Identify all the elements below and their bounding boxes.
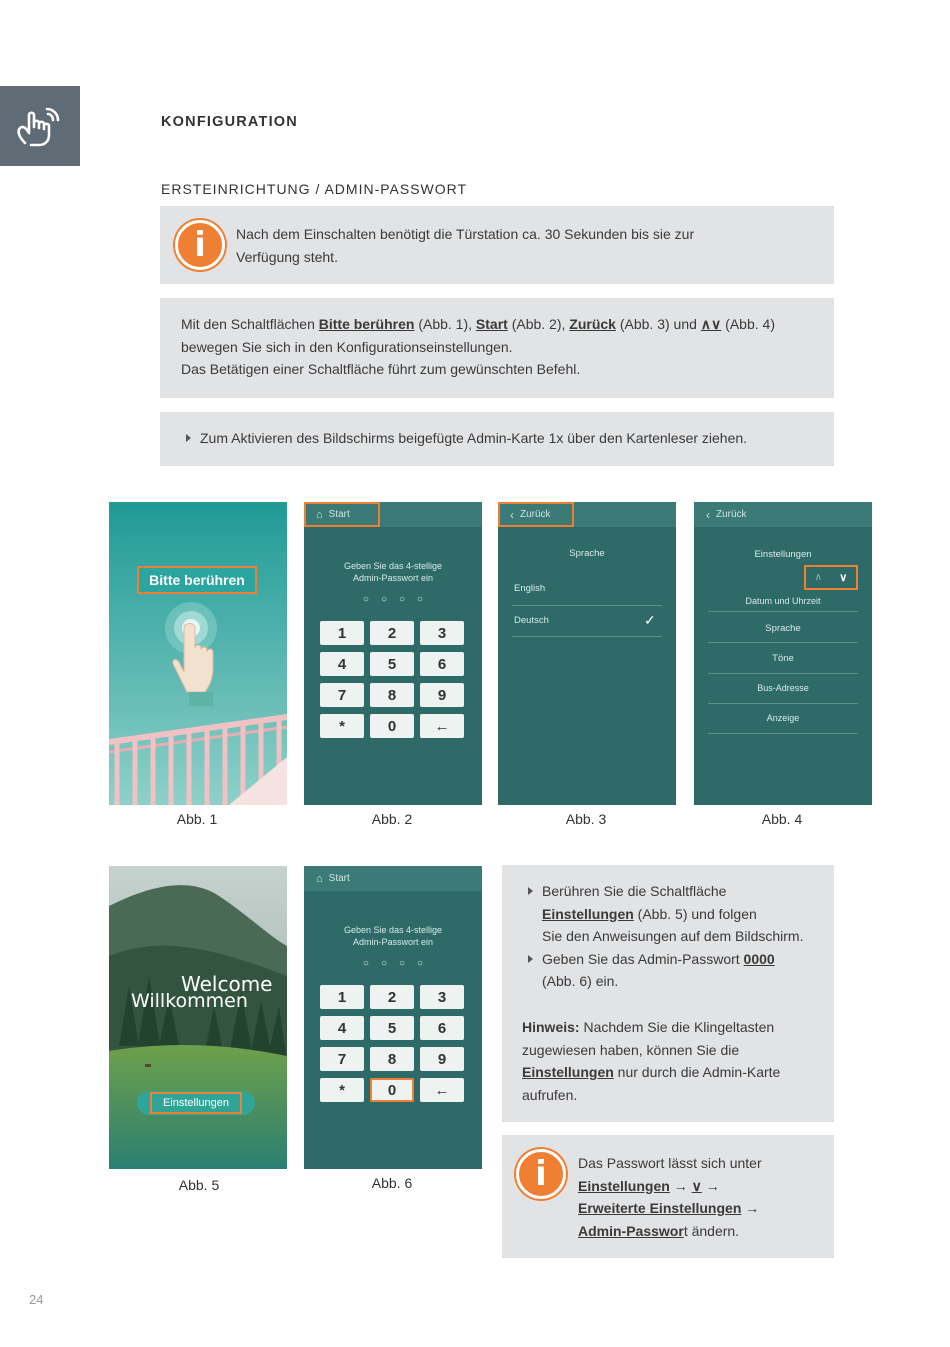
abb4-divider xyxy=(708,673,858,674)
navigation-box xyxy=(160,298,834,398)
chevron-down-icon: ∨ xyxy=(839,572,848,584)
step-box xyxy=(160,412,834,466)
subsection-heading: ERSTEINRICHTUNG / ADMIN-PASSWORT xyxy=(161,181,468,197)
figure-abb1 xyxy=(109,502,287,805)
hint-text: Hinweis: Nachdem Sie die Klingeltasten zugewiesen haben, können Sie die Einstellungen nur durch die Admin-Karte aufrufen. xyxy=(522,1019,781,1103)
abb4-divider xyxy=(708,642,858,643)
link-start: Start xyxy=(475,316,508,332)
chevron-down-icon: ∨ xyxy=(691,1177,702,1194)
up-down-button-highlight[interactable] xyxy=(804,565,858,590)
instruction-2: Geben Sie das Admin-Passwort 0000 xyxy=(528,948,803,971)
key-0[interactable]: 0 xyxy=(370,714,414,738)
abb4-item[interactable]: Sprache xyxy=(765,623,801,634)
key-5[interactable]: 5 xyxy=(370,1016,414,1040)
figure-abb6 xyxy=(304,866,482,1169)
key-backspace[interactable]: ← xyxy=(420,714,464,738)
instructions-box: Berühren Sie die Schaltfläche Einstellungen (Abb. 5) und folgen Sie den Anweisungen auf dem Bildschirm. Geben Sie das Admin-Passwort 0000 (Abb. 6) ein. Hinweis: Nachdem Sie die Klingeltasten zugewiesen haben, können Sie die Einstellungen nur durch die Admin-Karte aufrufen. xyxy=(502,865,834,1122)
figure-abb4 xyxy=(694,502,872,805)
check-icon: ✓ xyxy=(644,612,656,628)
info-text-line2: Verfügung steht. xyxy=(236,248,338,265)
key-2[interactable]: 2 xyxy=(370,621,414,645)
abb3-topbar: ‹ Zurück xyxy=(498,502,676,527)
willkommen-text: Willkommen xyxy=(131,990,248,1012)
bullet-arrow-icon xyxy=(528,887,533,895)
abb4-item[interactable]: Anzeige xyxy=(766,713,800,723)
info-icon: i xyxy=(175,220,225,270)
caption-abb6: Abb. 6 xyxy=(371,1175,413,1191)
abb6-topbar: ⌂ Start xyxy=(304,866,482,891)
key-2[interactable]: 2 xyxy=(370,985,414,1009)
key-4[interactable]: 4 xyxy=(320,652,364,676)
link-zurueck: Zurück xyxy=(569,316,616,332)
link-bitte-beruehren: Bitte berühren xyxy=(318,316,415,332)
key-0-highlighted[interactable]: 0 xyxy=(370,1078,414,1102)
abb4-item[interactable]: Datum und Uhrzeit xyxy=(745,596,821,606)
bitte-beruehren-button[interactable]: Bitte berühren xyxy=(137,566,257,594)
figure-abb5 xyxy=(109,866,287,1169)
key-4[interactable]: 4 xyxy=(320,1016,364,1040)
key-8[interactable]: 8 xyxy=(370,1047,414,1071)
key-3[interactable]: 3 xyxy=(420,621,464,645)
admin-password-code: 0000 xyxy=(743,950,775,967)
welcome-text: Welcome xyxy=(181,972,273,996)
caption-abb1: Abb. 1 xyxy=(176,811,218,827)
key-8[interactable]: 8 xyxy=(370,683,414,707)
abb1-illustration xyxy=(109,502,287,805)
zurueck-button-highlight[interactable] xyxy=(498,502,574,527)
key-3[interactable]: 3 xyxy=(420,985,464,1009)
back-chevron-icon: ‹ xyxy=(510,507,514,522)
caption-abb4: Abb. 4 xyxy=(761,811,803,827)
link-einstellungen: Einstellungen xyxy=(578,1177,670,1194)
link-einstellungen: Einstellungen xyxy=(522,1064,614,1080)
figure-abb3 xyxy=(498,502,676,805)
abb4-divider xyxy=(708,611,858,612)
page-number: 24 xyxy=(29,1292,44,1307)
key-star[interactable]: * xyxy=(320,714,364,738)
einstellungen-button-highlight[interactable]: Einstellungen xyxy=(150,1092,242,1114)
abb3-item-english[interactable]: English xyxy=(514,583,546,594)
step-text: Zum Aktivieren des Bildschirms beigefügte Admin-Karte 1x über den Kartenleser ziehen. xyxy=(200,430,748,446)
key-6[interactable]: 6 xyxy=(420,652,464,676)
key-9[interactable]: 9 xyxy=(420,683,464,707)
touch-hand-icon xyxy=(13,103,67,149)
abb4-item[interactable]: Bus-Adresse xyxy=(757,683,809,693)
chevron-up-icon: ∧ xyxy=(814,572,822,583)
info-box-startup xyxy=(160,206,834,284)
key-7[interactable]: 7 xyxy=(320,1047,364,1071)
info-icon: i xyxy=(516,1149,566,1199)
abb3-divider xyxy=(512,605,662,606)
caption-abb5: Abb. 5 xyxy=(178,1177,220,1193)
key-7[interactable]: 7 xyxy=(320,683,364,707)
nav-line2: bewegen Sie sich in den Konfigurationseinstellungen. xyxy=(181,338,513,355)
up-down-arrows-icon: ∧∨ xyxy=(700,316,722,332)
caption-abb3: Abb. 3 xyxy=(565,811,607,827)
abb3-item-deutsch[interactable]: Deutsch xyxy=(514,615,549,626)
abb2-topbar: ⌂ Start xyxy=(304,502,482,527)
key-9[interactable]: 9 xyxy=(420,1047,464,1071)
abb3-title: Sprache xyxy=(569,548,605,559)
home-icon: ⌂ xyxy=(316,872,323,885)
section-heading: KONFIGURATION xyxy=(161,114,298,130)
link-einstellungen: Einstellungen xyxy=(542,905,634,922)
start-button-highlight[interactable] xyxy=(304,502,380,527)
instruction-1: Berühren Sie die Schaltfläche xyxy=(528,880,803,903)
abb6-keypad xyxy=(320,985,466,1102)
key-1[interactable]: 1 xyxy=(320,621,364,645)
back-chevron-icon: ‹ xyxy=(706,507,710,522)
figure-abb2 xyxy=(304,502,482,805)
info-text-line1: Nach dem Einschalten benötigt die Türstation ca. 30 Sekunden bis sie zur xyxy=(236,226,695,242)
link-erweiterte-einstellungen: Erweiterte Einstellungen xyxy=(578,1200,742,1216)
abb2-prompt: Geben Sie das 4-stellige Admin-Passwort ein xyxy=(343,561,443,583)
key-star[interactable]: * xyxy=(320,1078,364,1102)
abb5-forest-illustration xyxy=(109,866,287,1169)
bullet-arrow-icon xyxy=(528,955,533,963)
nav-line1: Mit den Schaltflächen Bitte berühren (Abb. 1), Start (Abb. 2), Zurück (Abb. 3) und ∧∨ (Abb. 4) xyxy=(181,316,775,332)
abb4-title: Einstellungen xyxy=(754,549,812,560)
home-icon: ⌂ xyxy=(316,508,323,521)
key-6[interactable]: 6 xyxy=(420,1016,464,1040)
key-1[interactable]: 1 xyxy=(320,985,364,1009)
nav-line3: Das Betätigen einer Schaltfläche führt zum gewünschten Befehl. xyxy=(181,361,581,377)
abb4-item[interactable]: Töne xyxy=(772,653,794,664)
key-backspace[interactable]: ← xyxy=(420,1078,464,1102)
abb4-divider xyxy=(708,733,858,734)
abb4-topbar: ‹ Zurück xyxy=(694,502,872,527)
chapter-tab xyxy=(0,86,80,166)
info-box-password: i Das Passwort lässt sich unter Einstellungen → ∨ → Erweiterte Einstellungen → Admin-Passwort ändern. xyxy=(502,1135,834,1258)
abb6-prompt: Geben Sie das 4-stellige Admin-Passwort ein xyxy=(343,925,443,947)
bullet-arrow-icon xyxy=(186,434,191,442)
abb3-divider xyxy=(512,636,662,637)
abb4-divider xyxy=(708,703,858,704)
abb2-keypad xyxy=(320,621,466,738)
link-admin-passwort: Admin-Passwor xyxy=(578,1222,684,1239)
abb6-pin-dots: ○○○○ xyxy=(362,958,436,969)
caption-abb2: Abb. 2 xyxy=(371,811,413,827)
abb2-pin-dots: ○○○○ xyxy=(362,594,436,605)
key-5[interactable]: 5 xyxy=(370,652,414,676)
